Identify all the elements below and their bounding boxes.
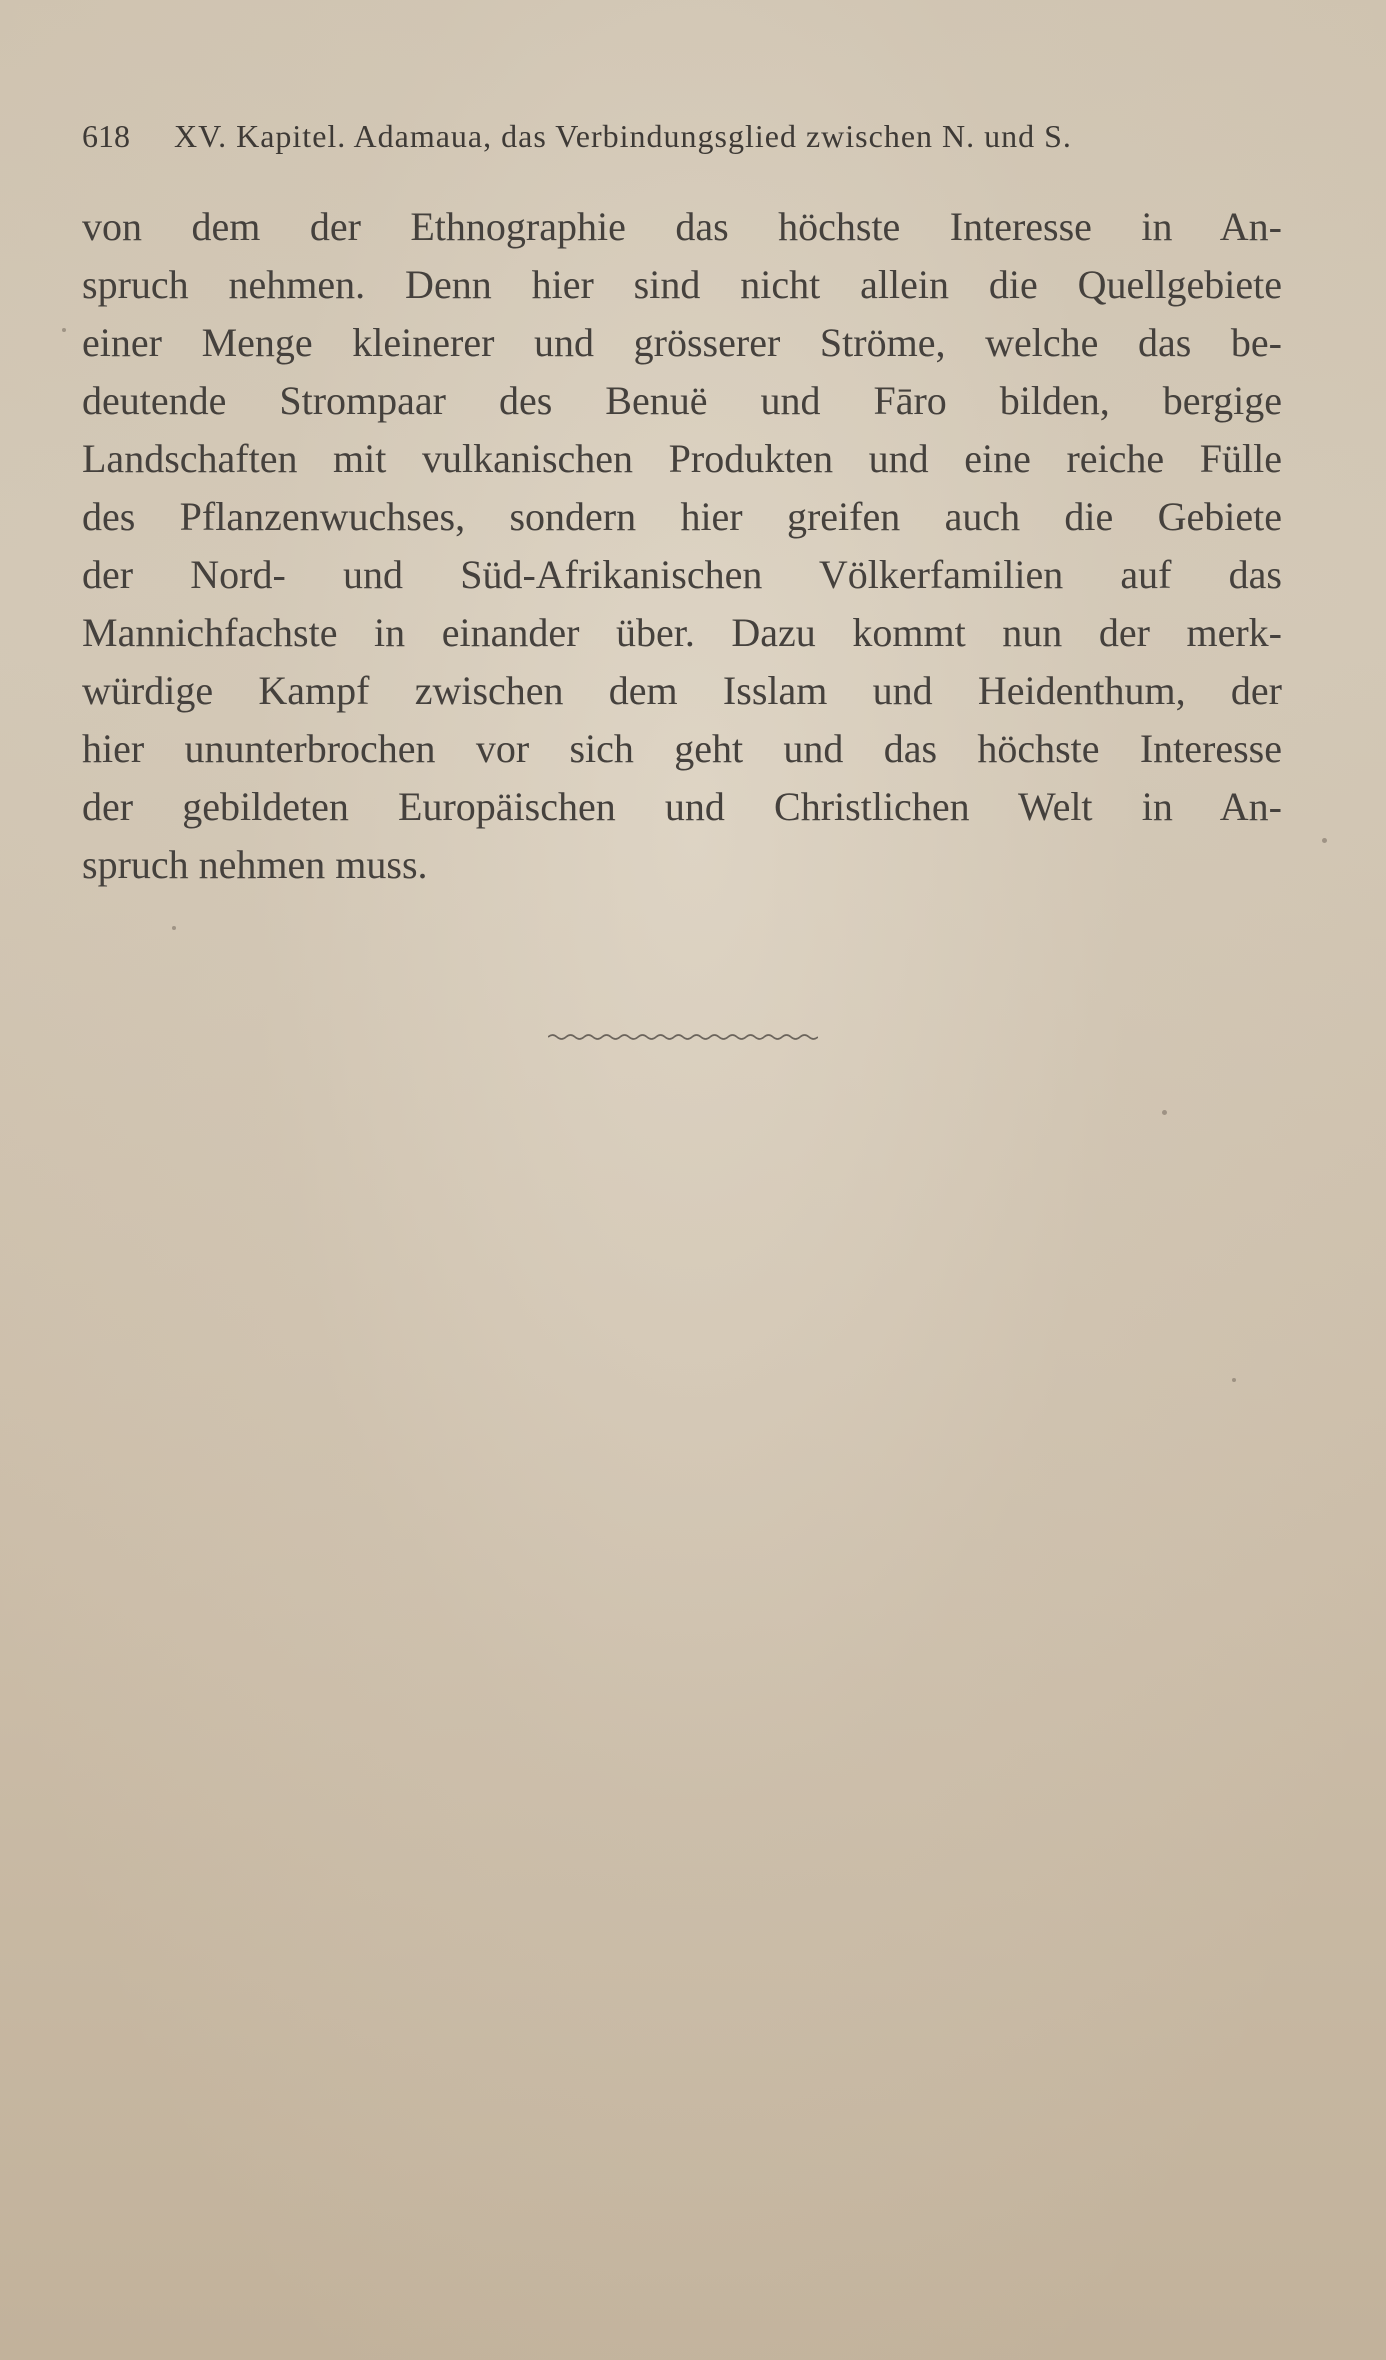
text-line: der gebildeten Europäischen und Christlichen Welt in An- [82,784,1282,829]
paper-speck [1232,1378,1236,1382]
body-paragraph [82,198,1282,894]
running-head: XV. Kapitel. Adamaua, das Verbindungsglied zwischen N. und S. [174,118,1072,154]
text-line: Mannichfachste in einander über. Dazu kommt nun der merk- [82,610,1282,655]
text-line: deutende Strompaar des Benuë und Fāro bilden, bergige [82,378,1282,423]
page-number: 618 [82,118,130,154]
text-line: Landschaften mit vulkanischen Produkten und eine reiche Fülle [82,436,1282,481]
page-header [82,118,1282,166]
decorative-wavy-rule [548,1030,818,1044]
paper-speck [172,926,176,930]
text-line: des Pflanzenwuchses, sondern hier greifen auch die Gebiete [82,494,1282,539]
text-line: von dem der Ethnographie das höchste Interesse in An- [82,204,1282,249]
text-line: hier ununterbrochen vor sich geht und das höchste Interesse [82,726,1282,771]
paper-speck [1162,1110,1167,1115]
paper-speck [1322,838,1327,843]
paper-speck [62,328,66,332]
text-line: der Nord- und Süd-Afrikanischen Völkerfamilien auf das [82,552,1282,597]
text-line: einer Menge kleinerer und grösserer Ströme, welche das be- [82,320,1282,365]
text-line: spruch nehmen muss. [82,842,428,887]
text-line: würdige Kampf zwischen dem Isslam und Heidenthum, der [82,668,1282,713]
text-line: spruch nehmen. Denn hier sind nicht allein die Quellgebiete [82,262,1282,307]
